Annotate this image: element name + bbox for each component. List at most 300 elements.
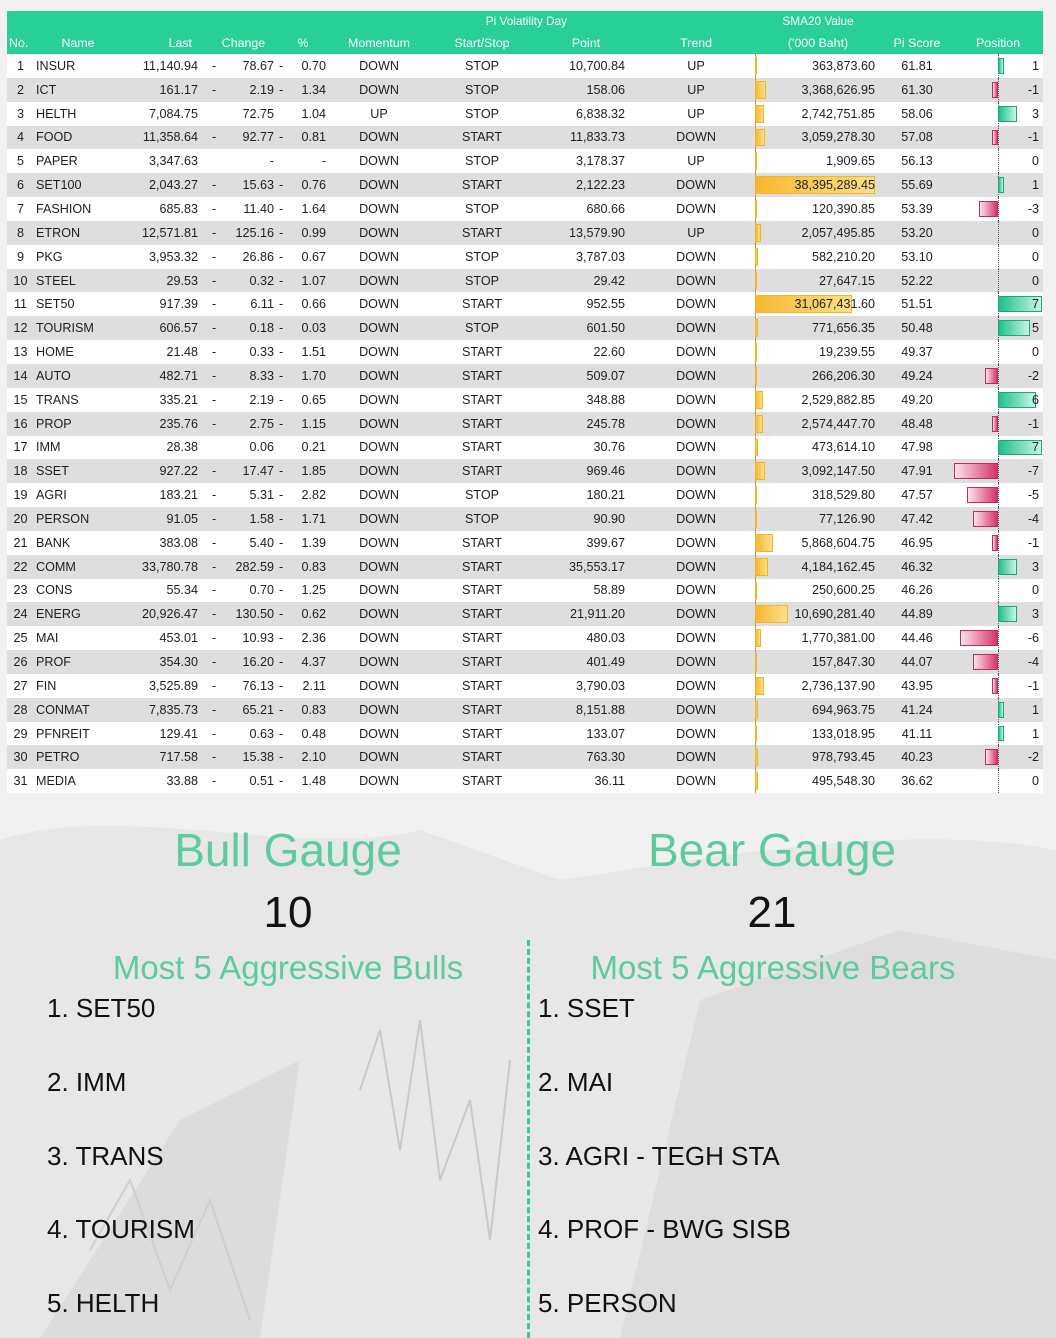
percent-change bbox=[277, 698, 329, 722]
momentum-value: DOWN bbox=[329, 722, 429, 746]
table-row bbox=[7, 245, 1043, 269]
change-value-text: 2.19 bbox=[249, 392, 274, 407]
position-cell bbox=[953, 149, 1043, 173]
sma-cell bbox=[755, 769, 881, 793]
sector-name: ETRON bbox=[34, 221, 122, 245]
trend-value: UP bbox=[637, 102, 755, 126]
sector-name: HELTH bbox=[34, 102, 122, 126]
change-value bbox=[210, 769, 277, 793]
position-value: -2 bbox=[1027, 368, 1040, 383]
sector-name: STEEL bbox=[34, 269, 122, 293]
momentum-value: DOWN bbox=[329, 340, 429, 364]
start-stop-value: START bbox=[429, 626, 535, 650]
percent-change-sign: - bbox=[279, 297, 284, 312]
change-value bbox=[210, 54, 277, 78]
percent-change-text: 0.81 bbox=[301, 130, 327, 145]
last-price: 7,084.75 bbox=[122, 102, 210, 126]
sector-name: SET50 bbox=[34, 292, 122, 316]
table-header-row bbox=[7, 31, 1043, 54]
point-value: 6,838.32 bbox=[535, 102, 637, 126]
point-value: 969.46 bbox=[535, 459, 637, 483]
position-value: 0 bbox=[1032, 583, 1040, 598]
change-value-sign: - bbox=[212, 464, 217, 479]
table-row bbox=[7, 459, 1043, 483]
percent-change-sign: - bbox=[279, 178, 284, 193]
sma-cell bbox=[755, 221, 881, 245]
point-value: 480.03 bbox=[535, 626, 637, 650]
pi-score: 47.57 bbox=[881, 483, 953, 507]
position-cell bbox=[953, 579, 1043, 603]
percent-change-sign: - bbox=[279, 511, 284, 526]
start-stop-value: START bbox=[429, 745, 535, 769]
sector-name: TRANS bbox=[34, 388, 122, 412]
change-value-text: 130.50 bbox=[235, 607, 274, 622]
pi-score: 55.69 bbox=[881, 173, 953, 197]
bull-item-2: 2. IMM bbox=[47, 1067, 127, 1097]
start-stop-value: STOP bbox=[429, 483, 535, 507]
position-value: 1 bbox=[1032, 726, 1040, 741]
start-stop-value: START bbox=[429, 722, 535, 746]
percent-change-text: 2.82 bbox=[301, 488, 327, 503]
sector-name: PETRO bbox=[34, 745, 122, 769]
row-number: 25 bbox=[7, 626, 34, 650]
sma-cell bbox=[755, 245, 881, 269]
sma-cell bbox=[755, 78, 881, 102]
table-row bbox=[7, 436, 1043, 460]
change-value-sign: - bbox=[212, 559, 217, 574]
bear-item-4: 4. PROF - BWG SISB bbox=[538, 1214, 791, 1244]
change-value-sign: - bbox=[212, 130, 217, 145]
trend-value: DOWN bbox=[637, 579, 755, 603]
last-price: 11,140.94 bbox=[122, 54, 210, 78]
percent-change-sign: - bbox=[279, 201, 284, 216]
sma-cell bbox=[755, 388, 881, 412]
sector-name: ENERG bbox=[34, 602, 122, 626]
last-price: 33,780.78 bbox=[122, 555, 210, 579]
sector-name: PAPER bbox=[34, 149, 122, 173]
position-cell bbox=[953, 340, 1043, 364]
percent-change bbox=[277, 269, 329, 293]
sma-value: 31,067,431.60 bbox=[794, 297, 876, 312]
percent-change-sign: - bbox=[279, 130, 284, 145]
change-value-text: 2.75 bbox=[249, 416, 274, 431]
change-value bbox=[210, 555, 277, 579]
sma-value: 2,057,495.85 bbox=[801, 225, 876, 240]
change-value-sign: - bbox=[212, 416, 217, 431]
momentum-value: DOWN bbox=[329, 388, 429, 412]
start-stop-value: START bbox=[429, 173, 535, 197]
position-cell bbox=[953, 173, 1043, 197]
change-value bbox=[210, 436, 277, 460]
change-value-sign: - bbox=[212, 225, 217, 240]
change-value-sign: - bbox=[212, 368, 217, 383]
percent-change-text: 1.85 bbox=[301, 464, 327, 479]
sma-cell bbox=[755, 602, 881, 626]
start-stop-value: START bbox=[429, 579, 535, 603]
trend-value: DOWN bbox=[637, 507, 755, 531]
start-stop-value: START bbox=[429, 364, 535, 388]
point-value: 399.67 bbox=[535, 531, 637, 555]
position-value: -3 bbox=[1027, 201, 1040, 216]
sector-name: INSUR bbox=[34, 54, 122, 78]
sma-cell bbox=[755, 436, 881, 460]
sma-cell bbox=[755, 102, 881, 126]
table-row bbox=[7, 602, 1043, 626]
trend-value: DOWN bbox=[637, 555, 755, 579]
percent-change bbox=[277, 292, 329, 316]
last-price: 183.21 bbox=[122, 483, 210, 507]
momentum-value: DOWN bbox=[329, 149, 429, 173]
col-header-change: Change bbox=[210, 31, 277, 54]
percent-change-text: 0.99 bbox=[301, 225, 327, 240]
col-header-no: No. bbox=[7, 31, 34, 54]
col-header-point: Point bbox=[535, 31, 637, 54]
sector-name: HOME bbox=[34, 340, 122, 364]
start-stop-value: STOP bbox=[429, 316, 535, 340]
last-price: 21.48 bbox=[122, 340, 210, 364]
pi-score: 57.08 bbox=[881, 126, 953, 150]
momentum-value: DOWN bbox=[329, 650, 429, 674]
trend-value: DOWN bbox=[637, 364, 755, 388]
momentum-value: DOWN bbox=[329, 436, 429, 460]
percent-change bbox=[277, 745, 329, 769]
position-value: -2 bbox=[1027, 750, 1040, 765]
point-value: 36.11 bbox=[535, 769, 637, 793]
momentum-value: DOWN bbox=[329, 769, 429, 793]
change-value bbox=[210, 674, 277, 698]
start-stop-value: START bbox=[429, 555, 535, 579]
change-value bbox=[210, 483, 277, 507]
trend-value: DOWN bbox=[637, 459, 755, 483]
sma-value: 694,963.75 bbox=[812, 702, 876, 717]
sma-cell bbox=[755, 483, 881, 507]
last-price: 161.17 bbox=[122, 78, 210, 102]
last-price: 33.88 bbox=[122, 769, 210, 793]
sector-name: FASHION bbox=[34, 197, 122, 221]
section-divider bbox=[527, 940, 530, 1338]
percent-change-sign: - bbox=[279, 583, 284, 598]
table-row bbox=[7, 531, 1043, 555]
percent-change-text: 2.11 bbox=[302, 678, 327, 693]
col-header-startstop: Start/Stop bbox=[429, 31, 535, 54]
sector-name: CONMAT bbox=[34, 698, 122, 722]
percent-change-sign: - bbox=[279, 249, 284, 264]
pi-score: 47.42 bbox=[881, 507, 953, 531]
change-value-sign: - bbox=[212, 655, 217, 670]
change-value-text: 17.47 bbox=[242, 464, 274, 479]
percent-change bbox=[277, 245, 329, 269]
sector-name: ICT bbox=[34, 78, 122, 102]
last-price: 354.30 bbox=[122, 650, 210, 674]
point-value: 3,178.37 bbox=[535, 149, 637, 173]
row-number: 24 bbox=[7, 602, 34, 626]
percent-change-text: 1.64 bbox=[301, 201, 327, 216]
percent-change-sign: - bbox=[279, 678, 284, 693]
percent-change bbox=[277, 340, 329, 364]
position-value: 7 bbox=[1032, 440, 1040, 455]
change-value bbox=[210, 126, 277, 150]
percent-change bbox=[277, 173, 329, 197]
position-value: -5 bbox=[1027, 488, 1040, 503]
sma-cell bbox=[755, 626, 881, 650]
change-value bbox=[210, 364, 277, 388]
percent-change-sign: - bbox=[279, 655, 284, 670]
point-value: 680.66 bbox=[535, 197, 637, 221]
start-stop-value: STOP bbox=[429, 102, 535, 126]
position-value: 1 bbox=[1032, 178, 1040, 193]
point-value: 13,579.90 bbox=[535, 221, 637, 245]
trend-value: UP bbox=[637, 78, 755, 102]
sma-cell bbox=[755, 459, 881, 483]
momentum-value: DOWN bbox=[329, 483, 429, 507]
table-row bbox=[7, 650, 1043, 674]
start-stop-value: STOP bbox=[429, 269, 535, 293]
change-value-sign: - bbox=[212, 726, 217, 741]
change-value bbox=[210, 292, 277, 316]
row-number: 26 bbox=[7, 650, 34, 674]
row-number: 22 bbox=[7, 555, 34, 579]
table-row bbox=[7, 149, 1043, 173]
start-stop-value: STOP bbox=[429, 78, 535, 102]
change-value-text: 0.33 bbox=[249, 345, 274, 360]
trend-value: DOWN bbox=[637, 245, 755, 269]
percent-change-sign: - bbox=[279, 225, 284, 240]
start-stop-value: START bbox=[429, 674, 535, 698]
sma-value: 27,647.15 bbox=[819, 273, 876, 288]
percent-change bbox=[277, 197, 329, 221]
row-number: 17 bbox=[7, 436, 34, 460]
start-stop-value: START bbox=[429, 126, 535, 150]
percent-change-sign: - bbox=[279, 345, 284, 360]
change-value-sign: - bbox=[212, 345, 217, 360]
sector-name: AGRI bbox=[34, 483, 122, 507]
position-value: 0 bbox=[1032, 273, 1040, 288]
sma-value: 473,614.10 bbox=[812, 440, 876, 455]
sector-table-container bbox=[7, 11, 1043, 793]
last-price: 927.22 bbox=[122, 459, 210, 483]
trend-value: DOWN bbox=[637, 388, 755, 412]
sma-value: 318,529.80 bbox=[812, 488, 876, 503]
position-cell bbox=[953, 555, 1043, 579]
change-value-text: 282.59 bbox=[235, 559, 274, 574]
sector-name: PROP bbox=[34, 412, 122, 436]
position-value: -1 bbox=[1027, 535, 1040, 550]
change-value bbox=[210, 245, 277, 269]
bear-gauge-title: Bear Gauge bbox=[647, 824, 897, 876]
change-value-sign: - bbox=[212, 249, 217, 264]
position-cell bbox=[953, 269, 1043, 293]
momentum-value: DOWN bbox=[329, 292, 429, 316]
point-value: 30.76 bbox=[535, 436, 637, 460]
change-value-text: 6.11 bbox=[250, 297, 274, 312]
percent-change bbox=[277, 555, 329, 579]
row-number: 27 bbox=[7, 674, 34, 698]
sector-name: SET100 bbox=[34, 173, 122, 197]
trend-value: DOWN bbox=[637, 292, 755, 316]
change-value-text: 1.58 bbox=[249, 511, 274, 526]
pi-score: 46.26 bbox=[881, 579, 953, 603]
point-value: 2,122.23 bbox=[535, 173, 637, 197]
point-value: 158.06 bbox=[535, 78, 637, 102]
change-value-text: 78.67 bbox=[242, 58, 274, 73]
point-value: 509.07 bbox=[535, 364, 637, 388]
last-price: 917.39 bbox=[122, 292, 210, 316]
pi-score: 49.20 bbox=[881, 388, 953, 412]
change-value bbox=[210, 745, 277, 769]
change-value-text: 76.13 bbox=[242, 678, 274, 693]
position-cell bbox=[953, 245, 1043, 269]
sma-cell bbox=[755, 674, 881, 698]
change-value-text: 72.75 bbox=[242, 106, 274, 121]
position-cell bbox=[953, 507, 1043, 531]
percent-change bbox=[277, 579, 329, 603]
start-stop-value: START bbox=[429, 531, 535, 555]
row-number: 16 bbox=[7, 412, 34, 436]
momentum-value: DOWN bbox=[329, 126, 429, 150]
position-value: 1 bbox=[1032, 702, 1040, 717]
sma-value: 133,018.95 bbox=[812, 726, 876, 741]
change-value-text: - bbox=[269, 154, 274, 169]
bull-item-5: 5. HELTH bbox=[47, 1288, 160, 1318]
bull-gauge-title: Bull Gauge bbox=[174, 824, 402, 876]
percent-change-text: 0.48 bbox=[301, 726, 327, 741]
sector-name: CONS bbox=[34, 579, 122, 603]
row-number: 12 bbox=[7, 316, 34, 340]
change-value bbox=[210, 149, 277, 173]
change-value bbox=[210, 602, 277, 626]
pi-score: 48.48 bbox=[881, 412, 953, 436]
sma-value: 266,206.30 bbox=[812, 368, 876, 383]
change-value-sign: - bbox=[212, 583, 217, 598]
table-row bbox=[7, 78, 1043, 102]
sma-value: 2,529,882.85 bbox=[801, 392, 876, 407]
position-cell bbox=[953, 316, 1043, 340]
change-value-sign: - bbox=[212, 297, 217, 312]
change-value bbox=[210, 650, 277, 674]
momentum-value: DOWN bbox=[329, 412, 429, 436]
sma-value: 978,793.45 bbox=[812, 750, 876, 765]
bulls-list-title: Most 5 Aggressive Bulls bbox=[112, 949, 464, 986]
percent-change-text: - bbox=[321, 154, 327, 169]
change-value bbox=[210, 531, 277, 555]
pi-score: 44.07 bbox=[881, 650, 953, 674]
point-value: 348.88 bbox=[535, 388, 637, 412]
sma-value: 157,847.30 bbox=[812, 655, 876, 670]
position-value: -4 bbox=[1027, 655, 1040, 670]
table-row bbox=[7, 412, 1043, 436]
position-cell bbox=[953, 459, 1043, 483]
table-row bbox=[7, 769, 1043, 793]
trend-value: DOWN bbox=[637, 126, 755, 150]
sma-cell bbox=[755, 364, 881, 388]
percent-change-text: 0.83 bbox=[301, 702, 327, 717]
table-row bbox=[7, 626, 1043, 650]
change-value-text: 5.40 bbox=[249, 535, 274, 550]
sma-cell bbox=[755, 650, 881, 674]
change-value-sign: - bbox=[212, 82, 217, 97]
change-value-sign: - bbox=[212, 178, 217, 193]
row-number: 7 bbox=[7, 197, 34, 221]
trend-value: DOWN bbox=[637, 698, 755, 722]
table-row bbox=[7, 364, 1043, 388]
col-header-score: Pi Score bbox=[881, 31, 953, 54]
bear-item-3: 3. AGRI - TEGH STA bbox=[538, 1141, 780, 1171]
percent-change-text: 1.51 bbox=[301, 345, 327, 360]
percent-change-text: 0.83 bbox=[301, 559, 327, 574]
sma-cell bbox=[755, 745, 881, 769]
change-value-sign: - bbox=[212, 273, 217, 288]
trend-value: DOWN bbox=[637, 602, 755, 626]
trend-value: DOWN bbox=[637, 173, 755, 197]
point-value: 10,700.84 bbox=[535, 54, 637, 78]
row-number: 14 bbox=[7, 364, 34, 388]
point-value: 401.49 bbox=[535, 650, 637, 674]
row-number: 15 bbox=[7, 388, 34, 412]
start-stop-value: START bbox=[429, 221, 535, 245]
pi-score: 49.37 bbox=[881, 340, 953, 364]
momentum-value: DOWN bbox=[329, 579, 429, 603]
pi-score: 46.95 bbox=[881, 531, 953, 555]
row-number: 4 bbox=[7, 126, 34, 150]
last-price: 606.57 bbox=[122, 316, 210, 340]
sma-value: 250,600.25 bbox=[812, 583, 876, 598]
percent-change-text: 2.36 bbox=[301, 631, 327, 646]
sma-cell bbox=[755, 555, 881, 579]
trend-value: DOWN bbox=[637, 769, 755, 793]
point-value: 180.21 bbox=[535, 483, 637, 507]
percent-change-text: 0.62 bbox=[301, 607, 327, 622]
percent-change bbox=[277, 722, 329, 746]
last-price: 453.01 bbox=[122, 626, 210, 650]
trend-value: UP bbox=[637, 221, 755, 245]
sector-name: PKG bbox=[34, 245, 122, 269]
position-cell bbox=[953, 126, 1043, 150]
row-number: 19 bbox=[7, 483, 34, 507]
sma-value: 10,690,281.40 bbox=[794, 607, 876, 622]
row-number: 1 bbox=[7, 54, 34, 78]
trend-value: DOWN bbox=[637, 197, 755, 221]
row-number: 6 bbox=[7, 173, 34, 197]
sector-name: AUTO bbox=[34, 364, 122, 388]
sector-name: FIN bbox=[34, 674, 122, 698]
point-value: 8,151.88 bbox=[535, 698, 637, 722]
last-price: 129.41 bbox=[122, 722, 210, 746]
table-row bbox=[7, 722, 1043, 746]
change-value-sign: - bbox=[212, 750, 217, 765]
change-value-text: 10.93 bbox=[242, 631, 274, 646]
table-row bbox=[7, 221, 1043, 245]
table-row bbox=[7, 555, 1043, 579]
position-value: 0 bbox=[1032, 249, 1040, 264]
point-value: 133.07 bbox=[535, 722, 637, 746]
percent-change-text: 1.71 bbox=[301, 511, 327, 526]
sma-value: 77,126.90 bbox=[819, 511, 876, 526]
col-header-position: Position bbox=[953, 31, 1043, 54]
last-price: 11,358.64 bbox=[122, 126, 210, 150]
change-value bbox=[210, 722, 277, 746]
trend-value: DOWN bbox=[637, 316, 755, 340]
change-value-text: 15.38 bbox=[242, 750, 274, 765]
row-number: 31 bbox=[7, 769, 34, 793]
start-stop-value: STOP bbox=[429, 245, 535, 269]
table-row bbox=[7, 316, 1043, 340]
start-stop-value: START bbox=[429, 388, 535, 412]
percent-change-text: 1.48 bbox=[301, 774, 327, 789]
percent-change bbox=[277, 459, 329, 483]
sma-value: 495,548.30 bbox=[812, 774, 876, 789]
sma-value: 1,770,381.00 bbox=[801, 631, 876, 646]
change-value-text: 0.18 bbox=[249, 321, 274, 336]
